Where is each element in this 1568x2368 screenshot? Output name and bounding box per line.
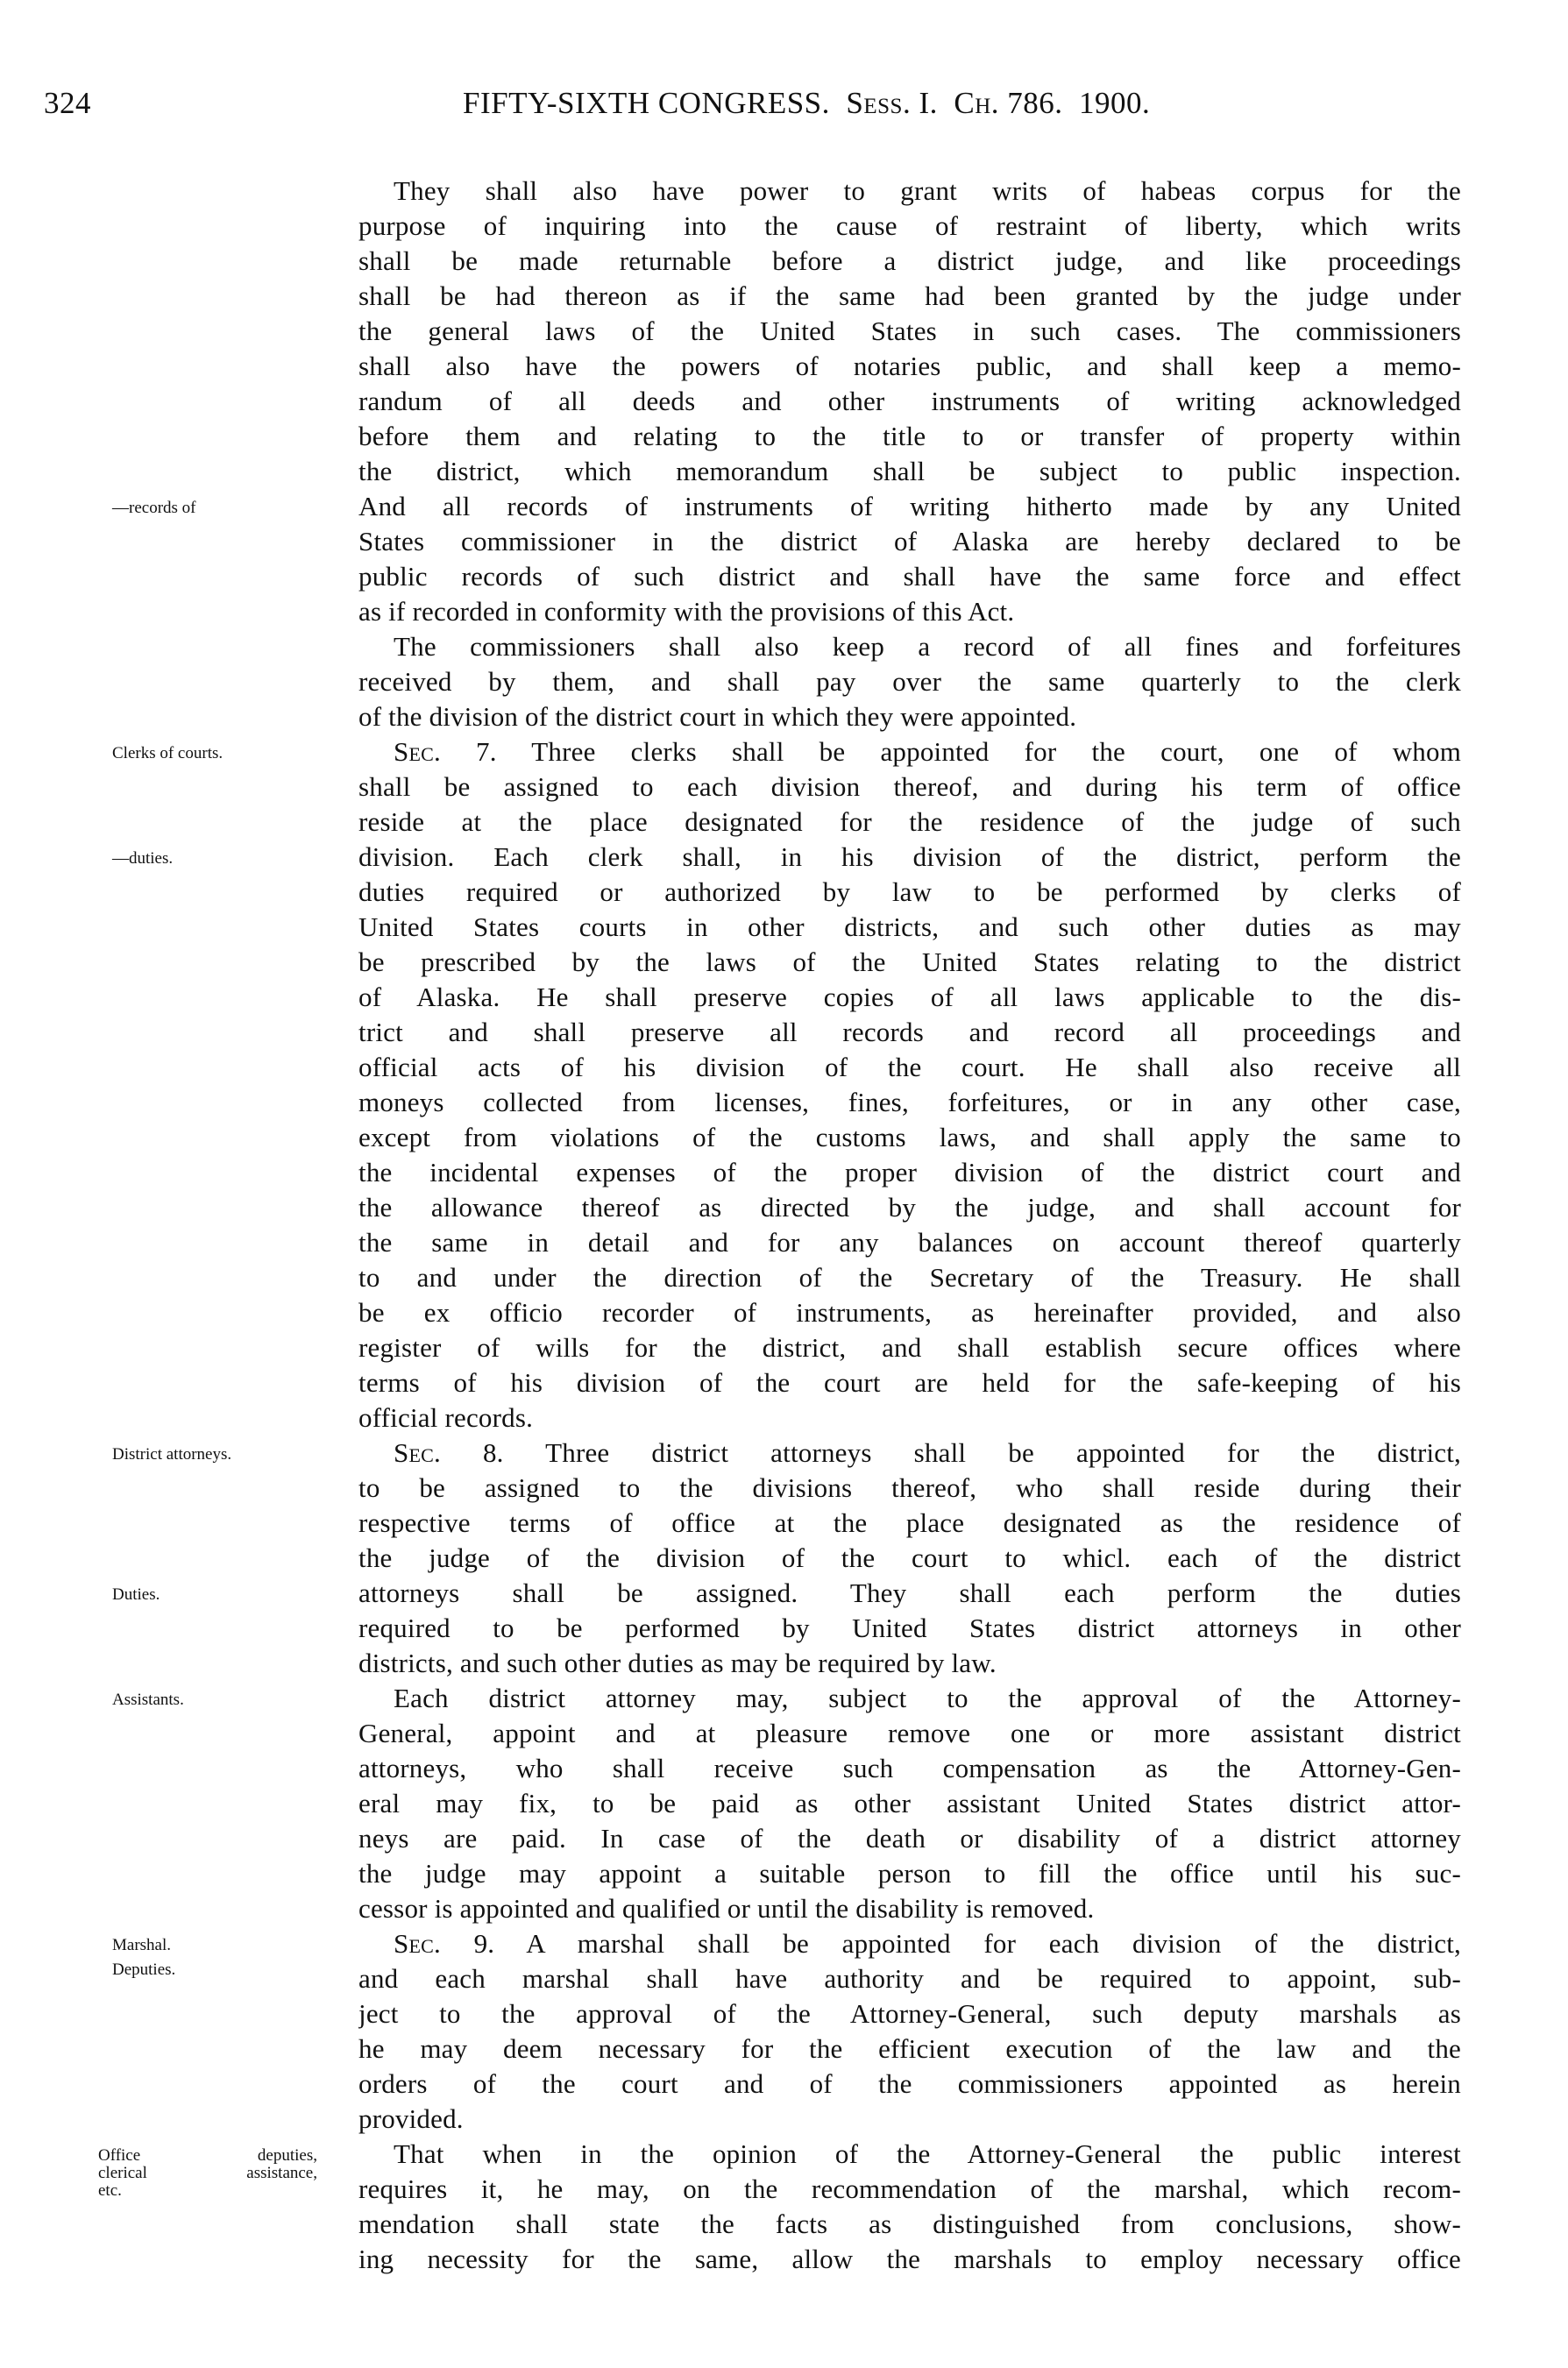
line-text: be prescribed by the laws of the United States relating to the district [358,946,1461,977]
text-line [358,489,1461,524]
line-text: reside at the place designated for the residence of the judge of such [358,806,1461,837]
margin-note: District attorneys. [112,1445,232,1464]
line-text: to and under the direction of the Secretary of the Treasury. He shall [358,1262,1461,1293]
text-line [358,2172,1461,2207]
text-line [358,1085,1461,1120]
line-text: Three district attorneys shall be appointed for the district, [545,1437,1461,1468]
text-line [358,1120,1461,1155]
line-text: purpose of inquiring into the cause of restraint of liberty, which writs [358,210,1461,241]
text-line [358,1506,1461,1541]
line-text: respective terms of office at the place designated as the residence of [358,1507,1461,1538]
text-line [358,1015,1461,1050]
line-text: he may deem necessary for the efficient execution of the law and the [358,2033,1461,2064]
page-number: 324 [44,86,91,120]
line-text: received by them, and shall pay over the same quarterly to the clerk [358,666,1461,697]
text-line [358,384,1461,419]
text-line [358,1295,1461,1330]
line-text: shall be had thereon as if the same had been granted by the judge under [358,280,1461,311]
text-line [358,1400,1461,1436]
text-line [358,2031,1461,2067]
text-line [358,699,1461,734]
text-line [358,2242,1461,2277]
line-text: official acts of his division of the court. He shall also receive all [358,1052,1461,1082]
line-text: before them and relating to the title to or transfer of property within [358,421,1461,451]
line-text: of the division of the district court in which they were appointed. [358,701,1077,732]
text-line [358,1190,1461,1225]
margin-note: Assistants. [112,1691,184,1709]
running-head-title: FIFTY-SIXTH CONGRESS. [463,86,830,120]
line-text: except from violations of the customs laws, and shall apply the same to [358,1122,1461,1152]
text-line [358,419,1461,454]
text-line [358,349,1461,384]
line-text: required to be performed by United States district attorneys in other [358,1613,1461,1643]
section-number: Sec. 9. [394,1928,495,1959]
line-text: randum of all deeds and other instruments of writing acknowledged [358,386,1461,416]
running-head [463,86,1150,121]
line-text: to be assigned to the divisions thereof, who shall reside during their [358,1472,1461,1503]
text-line [358,1225,1461,1260]
margin-note-line: etc. [98,2181,122,2200]
text-line [358,1576,1461,1611]
text-line [358,1541,1461,1576]
line-text: trict and shall preserve all records and record all proceedings and [358,1017,1461,1047]
margin-note: —records of [112,499,196,517]
margin-note: Marshal. [112,1936,172,1954]
text-line [358,1050,1461,1085]
line-text: That when in the opinion of the Attorney-General the public interest [394,2138,1461,2169]
line-text: the incidental expenses of the proper division of the district court and [358,1157,1461,1188]
line-text: the general laws of the United States in such cases. The commissioners [358,315,1461,346]
text-line [358,2137,1461,2172]
margin-note: Clerks of courts. [112,744,223,762]
line-text: orders of the court and of the commissioners appointed as herein [358,2068,1461,2099]
text-line [358,1471,1461,1506]
line-text: division. Each clerk shall, in his division of the district, perform the [358,841,1461,872]
line-text: mendation shall state the facts as distinguished from conclusions, show- [358,2208,1461,2239]
line-text: shall be assigned to each division thereof, and during his term of office [358,771,1461,802]
line-text: the same in detail and for any balances on account thereof quarterly [358,1227,1461,1258]
line-text: And all records of instruments of writing hitherto made by any United [358,491,1461,521]
line-text: shall be made returnable before a district judge, and like proceedings [358,245,1461,276]
text-line [358,945,1461,980]
line-text: as if recorded in conformity with the provisions of this Act. [358,596,1015,627]
line-text: United States courts in other districts, and such other duties as may [358,911,1461,942]
line-text: attorneys, who shall receive such compensation as the Attorney-Gen- [358,1753,1461,1783]
line-text: General, appoint and at pleasure remove one or more assistant district [358,1718,1461,1748]
running-head-chapter: Ch. 786. [954,86,1063,120]
statute-text [358,174,1461,2277]
text-line [358,1611,1461,1646]
text-line [358,1330,1461,1365]
text-line [358,1856,1461,1891]
line-text: moneys collected from licenses, fines, forfeitures, or in any other case, [358,1087,1461,1117]
line-text: and each marshal shall have authority and be required to appoint, sub- [358,1963,1461,1994]
text-line [358,805,1461,840]
line-text: cessor is appointed and qualified or until the disability is removed. [358,1893,1095,1924]
margin-note: Duties. [112,1585,160,1604]
line-text: attorneys shall be assigned. They shall each perform the duties [358,1577,1461,1608]
text-line [358,1646,1461,1681]
line-text: the allowance thereof as directed by the judge, and shall account for [358,1192,1461,1223]
text-line [358,875,1461,910]
text-line [358,840,1461,875]
line-text: The commissioners shall also keep a record of all fines and forfeitures [394,631,1461,662]
line-text: They shall also have power to grant writs of habeas corpus for the [394,175,1461,206]
line-text: terms of his division of the court are held for the safe-keeping of his [358,1367,1461,1398]
line-text: shall also have the powers of notaries public, and shall keep a memo- [358,351,1461,381]
line-text: neys are paid. In case of the death or disability of a district attorney [358,1823,1461,1854]
section-heading-line [358,1926,1461,1961]
text-line [358,769,1461,805]
text-line [358,2207,1461,2242]
line-text: ject to the approval of the Attorney-General, such deputy marshals as [358,1998,1461,2029]
running-head-year: 1900. [1079,86,1151,120]
text-line [358,244,1461,279]
line-text: A marshal shall be appointed for each division of the district, [526,1928,1461,1959]
text-line [358,1155,1461,1190]
text-line [358,1260,1461,1295]
line-text: ing necessity for the same, allow the marshals to employ necessary office [358,2244,1461,2274]
text-line [358,1891,1461,1926]
line-text: eral may fix, to be paid as other assistant United States district attor- [358,1788,1461,1819]
line-text: duties required or authorized by law to be performed by clerks of [358,876,1461,907]
line-text: the district, which memorandum shall be subject to public inspection. [358,456,1461,486]
text-line [358,2067,1461,2102]
line-text: be ex officio recorder of instruments, as hereinafter provided, and also [358,1297,1461,1328]
text-line [358,209,1461,244]
text-line [358,1681,1461,1716]
text-line [358,664,1461,699]
text-line [358,1751,1461,1786]
text-line [358,279,1461,314]
line-text: official records. [358,1402,534,1433]
line-text: public records of such district and shall have the same force and effect [358,561,1461,592]
margin-note [98,2147,317,2200]
text-line [358,559,1461,594]
text-line [358,1821,1461,1856]
text-line [358,454,1461,489]
running-head-session: Sess. I. [846,86,938,120]
text-line [358,174,1461,209]
section-number: Sec. 7. [394,736,497,767]
text-line [358,524,1461,559]
text-line [358,1365,1461,1400]
section-heading-line [358,1436,1461,1471]
line-text: provided. [358,2103,464,2134]
text-line [358,594,1461,629]
text-line [358,314,1461,349]
text-line [358,910,1461,945]
line-text: register of wills for the district, and shall establish secure offices where [358,1332,1461,1363]
text-line [358,629,1461,664]
section-heading-line [358,734,1461,769]
line-text: the judge may appoint a suitable person to fill the office until his suc- [358,1858,1461,1889]
line-text: requires it, he may, on the recommendation of the marshal, which recom- [358,2173,1461,2204]
line-text: States commissioner in the district of Alaska are hereby declared to be [358,526,1461,557]
margin-note: Deputies. [112,1960,176,1979]
text-line [358,980,1461,1015]
text-line [358,1716,1461,1751]
line-text: the judge of the division of the court to whicl. each of the district [358,1542,1461,1573]
text-line [358,1786,1461,1821]
text-line [358,1961,1461,1996]
line-text: Three clerks shall be appointed for the court, one of whom [531,736,1461,767]
line-text: of Alaska. He shall preserve copies of all laws applicable to the dis- [358,982,1461,1012]
margin-note-line: Office deputies, [98,2146,317,2165]
text-line [358,1996,1461,2031]
margin-note: —duties. [112,849,174,868]
margin-note-line: clerical assistance, [98,2164,317,2182]
section-number: Sec. 8. [394,1437,504,1468]
line-text: districts, and such other duties as may be required by law. [358,1648,997,1678]
line-text: Each district attorney may, subject to the approval of the Attorney- [394,1683,1461,1713]
text-line [358,2102,1461,2137]
